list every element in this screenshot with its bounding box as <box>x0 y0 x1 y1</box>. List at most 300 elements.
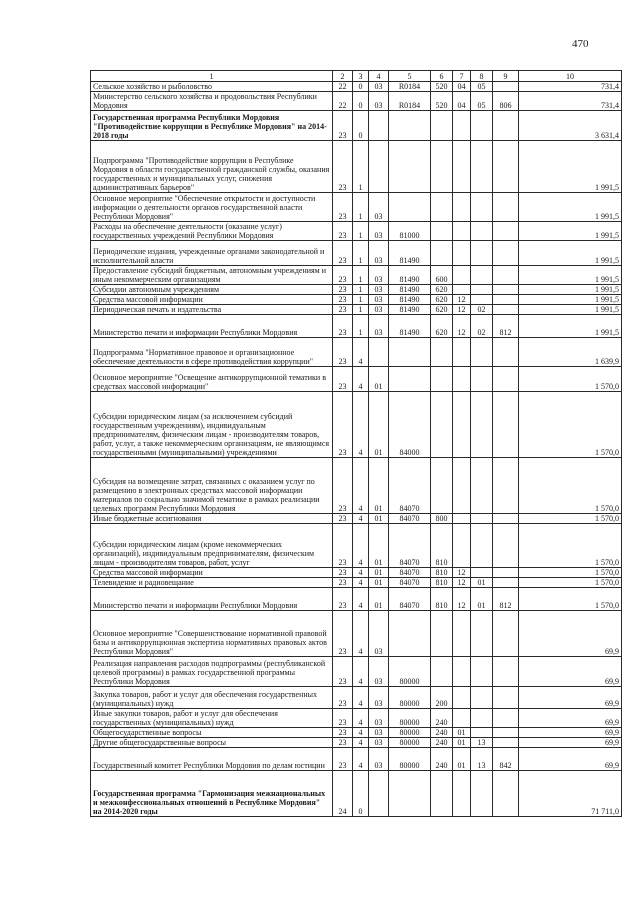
cell-col3: 1 <box>353 285 369 295</box>
cell-col6: 810 <box>431 568 453 578</box>
col-header-7: 7 <box>453 71 471 82</box>
cell-col9 <box>493 141 519 193</box>
cell-col2: 23 <box>333 367 353 392</box>
cell-col2: 23 <box>333 458 353 514</box>
cell-col6 <box>431 338 453 367</box>
cell-col6 <box>431 458 453 514</box>
table-row <box>91 578 622 588</box>
table-row <box>91 193 622 222</box>
cell-name: Периодическая печать и издательства <box>91 305 333 315</box>
col-header-4: 4 <box>369 71 389 82</box>
cell-amount: 1 570,0 <box>519 568 622 578</box>
cell-name: Средства массовой информации <box>91 295 333 305</box>
cell-col3: 0 <box>353 92 369 111</box>
cell-col9 <box>493 524 519 568</box>
cell-col5: 81490 <box>389 295 431 305</box>
cell-col2: 23 <box>333 338 353 367</box>
cell-col5: 81490 <box>389 285 431 295</box>
cell-col3: 4 <box>353 568 369 578</box>
cell-name: Предоставление субсидий бюджетным, автономным учреждениям и иным некоммерческим организациям <box>91 266 333 285</box>
cell-col8 <box>471 266 493 285</box>
cell-amount: 1 991,5 <box>519 193 622 222</box>
cell-amount: 1 570,0 <box>519 524 622 568</box>
cell-amount: 1 570,0 <box>519 578 622 588</box>
cell-col5 <box>389 338 431 367</box>
cell-col4: 03 <box>369 611 389 657</box>
table-row <box>91 92 622 111</box>
cell-col6: 240 <box>431 709 453 728</box>
table-row <box>91 657 622 687</box>
cell-col4: 03 <box>369 295 389 305</box>
cell-col5: R0184 <box>389 82 431 92</box>
cell-name: Государственный комитет Республики Мордовия по делам юстиции <box>91 748 333 771</box>
cell-name: Субсидии юридическим лицам (кроме некоммерческих организаций), индивидуальным предпринимателям, физическим лицам - производителям товаров, работ, услуг <box>91 524 333 568</box>
cell-amount: 1 991,5 <box>519 241 622 266</box>
cell-amount: 1 991,5 <box>519 266 622 285</box>
cell-col9: 812 <box>493 588 519 611</box>
cell-name: Министерство печати и информации Республики Мордовия <box>91 588 333 611</box>
cell-col7 <box>453 266 471 285</box>
col-header-8: 8 <box>471 71 493 82</box>
cell-col2: 23 <box>333 241 353 266</box>
cell-col7 <box>453 514 471 524</box>
cell-col3: 4 <box>353 748 369 771</box>
table-row <box>91 392 622 458</box>
cell-col4: 01 <box>369 392 389 458</box>
cell-col2: 23 <box>333 193 353 222</box>
cell-col8: 02 <box>471 315 493 338</box>
table-header-row <box>91 71 622 82</box>
cell-col2: 23 <box>333 728 353 738</box>
cell-col6 <box>431 141 453 193</box>
cell-col9 <box>493 338 519 367</box>
cell-col3: 1 <box>353 222 369 241</box>
cell-col3: 0 <box>353 771 369 817</box>
cell-col8 <box>471 392 493 458</box>
cell-col6 <box>431 771 453 817</box>
cell-col8: 05 <box>471 92 493 111</box>
cell-amount: 1 991,5 <box>519 295 622 305</box>
cell-col2: 22 <box>333 82 353 92</box>
cell-name: Основное мероприятие "Совершенствование нормативной правовой базы и антикоррупционная экспертиза нормативных правовых актов Республики Мордовия" <box>91 611 333 657</box>
cell-col2: 23 <box>333 611 353 657</box>
cell-col3: 4 <box>353 687 369 709</box>
cell-col6: 810 <box>431 578 453 588</box>
table-row <box>91 315 622 338</box>
cell-col3: 1 <box>353 193 369 222</box>
cell-col8: 02 <box>471 305 493 315</box>
cell-col5: 84070 <box>389 458 431 514</box>
cell-col8 <box>471 611 493 657</box>
cell-col5: 80000 <box>389 748 431 771</box>
cell-col9 <box>493 241 519 266</box>
cell-col4: 01 <box>369 578 389 588</box>
table-row <box>91 588 622 611</box>
cell-col8 <box>471 193 493 222</box>
cell-col3: 0 <box>353 111 369 141</box>
cell-col8 <box>471 728 493 738</box>
cell-col9 <box>493 392 519 458</box>
cell-col3: 1 <box>353 241 369 266</box>
cell-col7 <box>453 222 471 241</box>
table-row <box>91 738 622 748</box>
cell-col2: 23 <box>333 588 353 611</box>
cell-col9 <box>493 771 519 817</box>
cell-amount: 69,9 <box>519 657 622 687</box>
cell-name: Министерство сельского хозяйства и продовольствия Республики Мордовия <box>91 92 333 111</box>
cell-col3: 1 <box>353 315 369 338</box>
cell-col2: 24 <box>333 771 353 817</box>
table-row <box>91 568 622 578</box>
cell-col8: 13 <box>471 738 493 748</box>
table-row <box>91 771 622 817</box>
cell-col8 <box>471 568 493 578</box>
cell-col3: 4 <box>353 524 369 568</box>
cell-col6: 520 <box>431 92 453 111</box>
cell-col2: 23 <box>333 141 353 193</box>
cell-col6: 620 <box>431 295 453 305</box>
cell-col7: 01 <box>453 728 471 738</box>
table-row <box>91 82 622 92</box>
table-row <box>91 285 622 295</box>
cell-col2: 23 <box>333 748 353 771</box>
cell-col8 <box>471 222 493 241</box>
cell-col6: 520 <box>431 82 453 92</box>
cell-col5 <box>389 771 431 817</box>
cell-col6: 810 <box>431 588 453 611</box>
table-row <box>91 611 622 657</box>
cell-col4 <box>369 338 389 367</box>
table-row <box>91 728 622 738</box>
cell-amount: 69,9 <box>519 728 622 738</box>
cell-col4 <box>369 771 389 817</box>
cell-col3: 4 <box>353 338 369 367</box>
cell-col2: 23 <box>333 315 353 338</box>
cell-col8 <box>471 338 493 367</box>
cell-col3: 4 <box>353 709 369 728</box>
cell-col9: 842 <box>493 748 519 771</box>
cell-col4: 03 <box>369 241 389 266</box>
cell-col9 <box>493 611 519 657</box>
cell-col7: 04 <box>453 92 471 111</box>
cell-col8 <box>471 687 493 709</box>
cell-col4: 03 <box>369 728 389 738</box>
cell-col3: 4 <box>353 657 369 687</box>
cell-amount: 731,4 <box>519 82 622 92</box>
cell-col8 <box>471 514 493 524</box>
cell-col2: 23 <box>333 305 353 315</box>
cell-col5 <box>389 141 431 193</box>
cell-col3: 4 <box>353 578 369 588</box>
cell-col4: 01 <box>369 524 389 568</box>
cell-col6 <box>431 657 453 687</box>
cell-name: Сельское хозяйство и рыболовство <box>91 82 333 92</box>
cell-col4: 03 <box>369 709 389 728</box>
cell-col8 <box>471 458 493 514</box>
cell-col5: 84070 <box>389 524 431 568</box>
cell-name: Иные закупки товаров, работ и услуг для обеспечения государственных (муниципальных) нужд <box>91 709 333 728</box>
cell-name: Расходы на обеспечение деятельности (оказание услуг) государственных учреждений Республики Мордовия <box>91 222 333 241</box>
table-row <box>91 367 622 392</box>
cell-name: Закупка товаров, работ и услуг для обеспечения государственных (муниципальных) нужд <box>91 687 333 709</box>
cell-amount: 69,9 <box>519 687 622 709</box>
cell-col9 <box>493 111 519 141</box>
cell-col5: 80000 <box>389 738 431 748</box>
cell-col2: 23 <box>333 738 353 748</box>
cell-col4: 03 <box>369 222 389 241</box>
cell-amount: 1 991,5 <box>519 315 622 338</box>
table-row <box>91 111 622 141</box>
cell-col7: 12 <box>453 295 471 305</box>
cell-col5: 81490 <box>389 305 431 315</box>
cell-col5: 84000 <box>389 392 431 458</box>
cell-col5: 80000 <box>389 657 431 687</box>
budget-table <box>90 70 622 817</box>
cell-col7: 12 <box>453 315 471 338</box>
cell-col7: 12 <box>453 588 471 611</box>
col-header-10: 10 <box>519 71 622 82</box>
cell-col2: 22 <box>333 92 353 111</box>
cell-col6 <box>431 241 453 266</box>
cell-col8: 05 <box>471 82 493 92</box>
cell-col9: 812 <box>493 315 519 338</box>
cell-amount: 69,9 <box>519 738 622 748</box>
table-row <box>91 748 622 771</box>
col-header-2: 2 <box>333 71 353 82</box>
cell-col8 <box>471 111 493 141</box>
table-row <box>91 458 622 514</box>
cell-name: Государственная программа "Гармонизация межнациональных и межконфессиональных отношений в Республике Мордовия" на 2014-2020 годы <box>91 771 333 817</box>
table-row <box>91 709 622 728</box>
cell-col5: 80000 <box>389 728 431 738</box>
cell-col9 <box>493 222 519 241</box>
cell-col9 <box>493 193 519 222</box>
cell-amount: 1 570,0 <box>519 458 622 514</box>
cell-amount: 1 991,5 <box>519 222 622 241</box>
cell-col6: 620 <box>431 285 453 295</box>
cell-col6: 240 <box>431 728 453 738</box>
cell-name: Основное мероприятие "Обеспечение открытости и доступности информации о деятельности органов государственной власти Республики Мордовия" <box>91 193 333 222</box>
cell-col4: 01 <box>369 514 389 524</box>
cell-col6: 620 <box>431 305 453 315</box>
cell-col4: 03 <box>369 748 389 771</box>
cell-amount: 1 570,0 <box>519 392 622 458</box>
col-header-6: 6 <box>431 71 453 82</box>
cell-col7: 12 <box>453 305 471 315</box>
cell-col3: 4 <box>353 588 369 611</box>
table-row <box>91 514 622 524</box>
cell-name: Субсидия на возмещение затрат, связанных с оказанием услуг по размещению в электронных средствах массовой информации материалов по социально значимой тематике в рамках реализации целевых программ Республики Мордовия <box>91 458 333 514</box>
cell-col3: 0 <box>353 82 369 92</box>
cell-col7: 01 <box>453 738 471 748</box>
cell-col7 <box>453 241 471 266</box>
cell-col6 <box>431 392 453 458</box>
cell-col7 <box>453 709 471 728</box>
cell-name: Субсидии юридическим лицам (за исключением субсидий государственным учреждениям), индивидуальным предпринимателям, физическим лицам - производителям товаров, работ, услуг, а также некоммерческим организациям, не являющимся государственными (муниципальными) учреждениями <box>91 392 333 458</box>
cell-col9 <box>493 82 519 92</box>
cell-col8 <box>471 657 493 687</box>
cell-col4: 03 <box>369 657 389 687</box>
cell-col6: 620 <box>431 315 453 338</box>
cell-col2: 23 <box>333 222 353 241</box>
cell-amount: 3 631,4 <box>519 111 622 141</box>
cell-name: Средства массовой информации <box>91 568 333 578</box>
cell-amount: 69,9 <box>519 709 622 728</box>
cell-col9 <box>493 738 519 748</box>
cell-col4: 03 <box>369 305 389 315</box>
cell-name: Периодические издания, учрежденные органами законодательной и исполнительной власти <box>91 241 333 266</box>
col-header-1: 1 <box>91 71 333 82</box>
cell-col4: 03 <box>369 738 389 748</box>
cell-col3: 4 <box>353 738 369 748</box>
cell-col6 <box>431 611 453 657</box>
cell-col4: 03 <box>369 285 389 295</box>
cell-col7 <box>453 771 471 817</box>
cell-amount: 1 991,5 <box>519 305 622 315</box>
cell-col4: 01 <box>369 588 389 611</box>
cell-col2: 23 <box>333 285 353 295</box>
cell-col9 <box>493 578 519 588</box>
cell-col8 <box>471 709 493 728</box>
cell-name: Субсидии автономным учреждениям <box>91 285 333 295</box>
table-row <box>91 338 622 367</box>
cell-col7 <box>453 141 471 193</box>
table-row <box>91 222 622 241</box>
cell-amount: 731,4 <box>519 92 622 111</box>
cell-col2: 23 <box>333 578 353 588</box>
cell-col2: 23 <box>333 392 353 458</box>
cell-col5: 81490 <box>389 266 431 285</box>
cell-name: Подпрограмма "Нормативное правовое и организационное обеспечение деятельности в сфере противодействия коррупции" <box>91 338 333 367</box>
table-row <box>91 241 622 266</box>
cell-col6: 600 <box>431 266 453 285</box>
cell-amount: 1 991,5 <box>519 141 622 193</box>
cell-col7 <box>453 458 471 514</box>
col-header-5: 5 <box>389 71 431 82</box>
cell-col5 <box>389 111 431 141</box>
table-body <box>91 82 622 817</box>
cell-col3: 4 <box>353 514 369 524</box>
cell-col3: 1 <box>353 141 369 193</box>
cell-col8 <box>471 141 493 193</box>
cell-col3: 4 <box>353 728 369 738</box>
cell-amount: 1 570,0 <box>519 367 622 392</box>
cell-col2: 23 <box>333 111 353 141</box>
cell-col5: 81490 <box>389 241 431 266</box>
cell-col8: 01 <box>471 578 493 588</box>
cell-col8: 01 <box>471 588 493 611</box>
cell-col6: 200 <box>431 687 453 709</box>
cell-col2: 23 <box>333 709 353 728</box>
cell-col4: 01 <box>369 367 389 392</box>
col-header-3: 3 <box>353 71 369 82</box>
cell-col9 <box>493 305 519 315</box>
cell-col7: 01 <box>453 748 471 771</box>
cell-col7: 04 <box>453 82 471 92</box>
cell-col8 <box>471 524 493 568</box>
cell-col7 <box>453 367 471 392</box>
cell-col4: 03 <box>369 315 389 338</box>
cell-col7 <box>453 338 471 367</box>
cell-col9 <box>493 514 519 524</box>
cell-amount: 69,9 <box>519 611 622 657</box>
cell-col5: 80000 <box>389 709 431 728</box>
cell-col7: 12 <box>453 568 471 578</box>
cell-col2: 23 <box>333 524 353 568</box>
table-row <box>91 266 622 285</box>
cell-col4: 03 <box>369 92 389 111</box>
cell-col4 <box>369 111 389 141</box>
cell-col3: 4 <box>353 367 369 392</box>
cell-col9 <box>493 657 519 687</box>
col-header-9: 9 <box>493 71 519 82</box>
cell-col6: 800 <box>431 514 453 524</box>
cell-col6: 240 <box>431 738 453 748</box>
cell-col2: 23 <box>333 514 353 524</box>
cell-col5: 84070 <box>389 514 431 524</box>
cell-col9 <box>493 458 519 514</box>
cell-col7 <box>453 687 471 709</box>
cell-col9 <box>493 367 519 392</box>
cell-col5: 80000 <box>389 687 431 709</box>
cell-amount: 1 570,0 <box>519 588 622 611</box>
cell-col3: 1 <box>353 266 369 285</box>
cell-col6 <box>431 193 453 222</box>
page-number: 470 <box>572 38 589 50</box>
cell-col7 <box>453 657 471 687</box>
cell-col2: 23 <box>333 687 353 709</box>
cell-col9 <box>493 728 519 738</box>
cell-col7 <box>453 285 471 295</box>
cell-amount: 1 570,0 <box>519 514 622 524</box>
table-row <box>91 295 622 305</box>
cell-col5: 81490 <box>389 315 431 338</box>
table-row <box>91 687 622 709</box>
cell-col2: 23 <box>333 295 353 305</box>
cell-col5: 81000 <box>389 222 431 241</box>
cell-col7: 12 <box>453 578 471 588</box>
cell-col4: 01 <box>369 568 389 578</box>
cell-col5 <box>389 611 431 657</box>
cell-col5 <box>389 193 431 222</box>
cell-col3: 4 <box>353 611 369 657</box>
cell-col5: 84070 <box>389 568 431 578</box>
cell-col9 <box>493 295 519 305</box>
cell-col4: 03 <box>369 193 389 222</box>
cell-col9 <box>493 687 519 709</box>
table-row <box>91 305 622 315</box>
cell-col9 <box>493 285 519 295</box>
cell-col7 <box>453 611 471 657</box>
cell-col6 <box>431 367 453 392</box>
cell-col5: 84070 <box>389 578 431 588</box>
cell-name: Основное мероприятие "Освещение антикоррупционной тематики в средствах массовой информации" <box>91 367 333 392</box>
cell-col9 <box>493 266 519 285</box>
cell-name: Общегосударственные вопросы <box>91 728 333 738</box>
cell-col9 <box>493 709 519 728</box>
cell-col3: 1 <box>353 305 369 315</box>
cell-col7 <box>453 392 471 458</box>
cell-col8 <box>471 295 493 305</box>
cell-col7 <box>453 524 471 568</box>
cell-col5 <box>389 367 431 392</box>
cell-col4: 03 <box>369 266 389 285</box>
cell-name: Подпрограмма "Противодействие коррупции в Республике Мордовия в области государственной гражданской службы, оказания государственных и муниципальных услуг, снижения административных барьеров" <box>91 141 333 193</box>
cell-col7 <box>453 193 471 222</box>
cell-col4: 03 <box>369 687 389 709</box>
cell-amount: 1 639,9 <box>519 338 622 367</box>
cell-col6: 240 <box>431 748 453 771</box>
